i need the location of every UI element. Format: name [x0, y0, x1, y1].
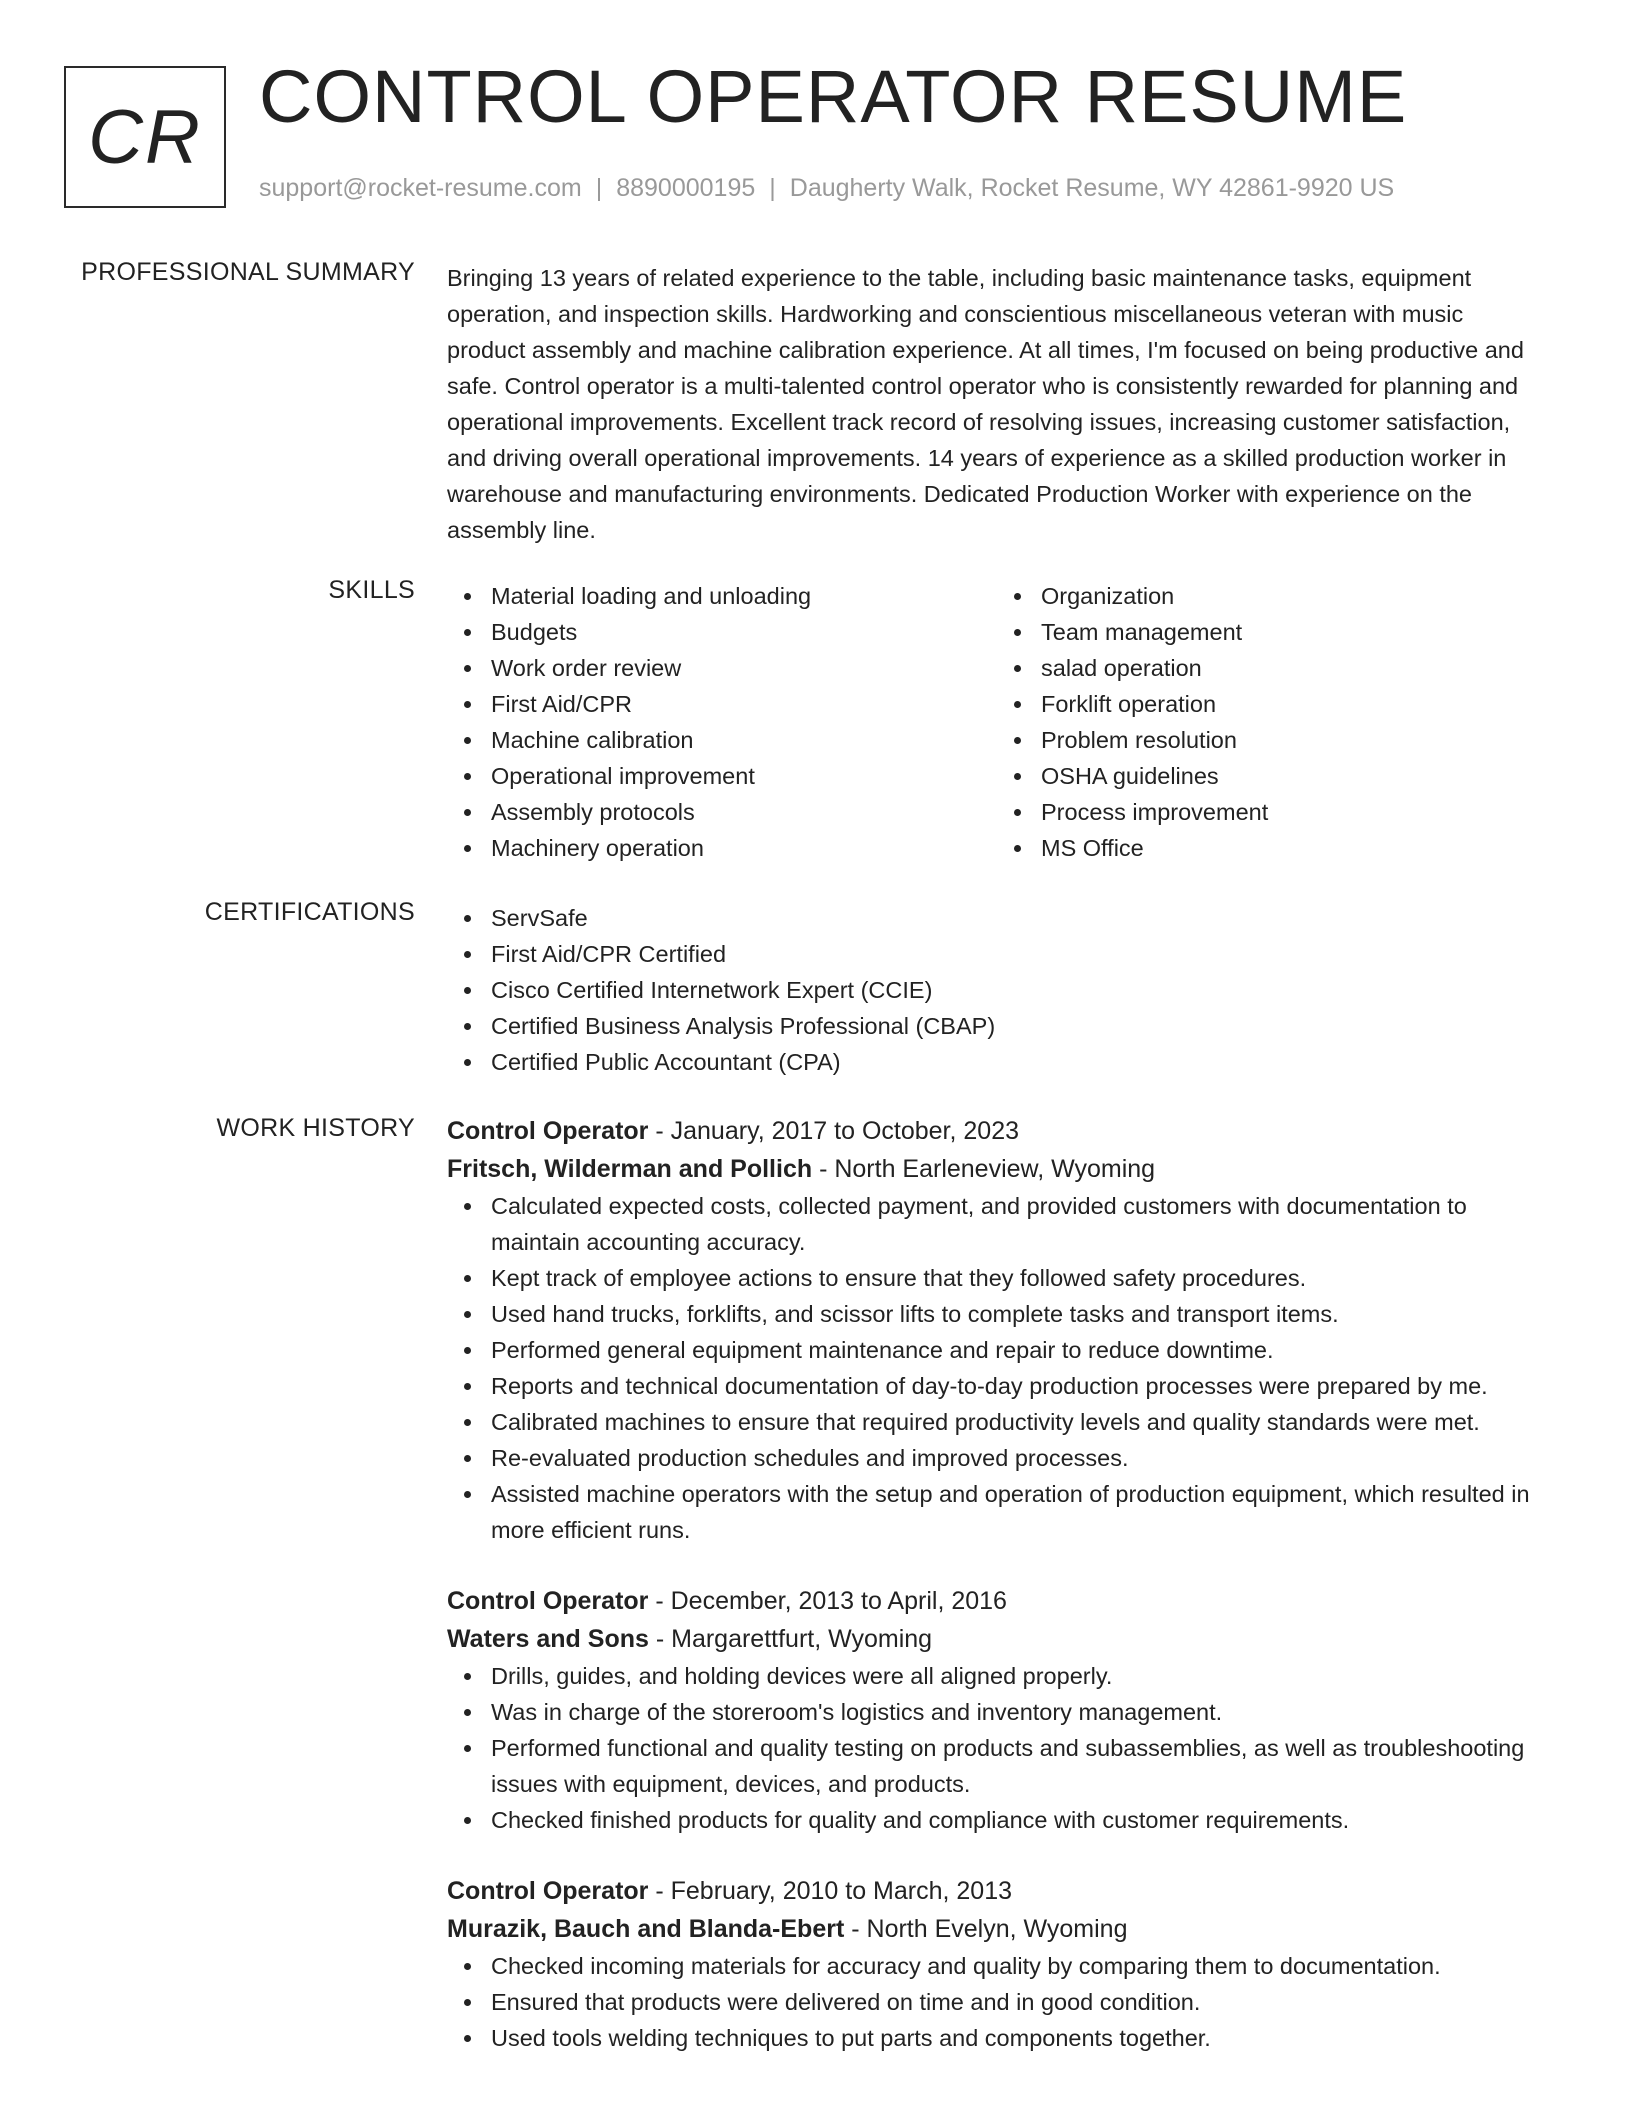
job-dates: - January, 2017 to October, 2023	[648, 1117, 1020, 1145]
job-duty-item: Kept track of employee actions to ensure that they followed safety procedures.	[447, 1260, 1547, 1296]
certifications-heading: CERTIFICATIONS	[204, 898, 415, 926]
job-company-line	[447, 1150, 1547, 1188]
certification-item: First Aid/CPR Certified	[447, 936, 1547, 972]
job-company: Fritsch, Wilderman and Pollich	[447, 1155, 813, 1183]
job-duties-list	[447, 1188, 1547, 1548]
job-duties-list	[447, 1658, 1547, 1838]
summary-heading: PROFESSIONAL SUMMARY	[81, 258, 415, 286]
jobs-container	[447, 1112, 1547, 2056]
job-duty-item: Re-evaluated production schedules and improved processes.	[447, 1440, 1547, 1476]
job-location: - North Earleneview, Wyoming	[812, 1155, 1156, 1183]
job-dates: - December, 2013 to April, 2016	[648, 1587, 1007, 1615]
job-role: Control Operator	[447, 1587, 649, 1615]
job-duty-item: Assisted machine operators with the setup and operation of production equipment, which resulted in more efficient runs.	[447, 1476, 1547, 1548]
job-company: Waters and Sons	[447, 1625, 649, 1653]
skill-item: Process improvement	[997, 794, 1497, 830]
certifications-list	[447, 900, 1547, 1080]
job-duty-item: Reports and technical documentation of day-to-day production processes were prepared by me.	[447, 1368, 1547, 1404]
job-location: - North Evelyn, Wyoming	[844, 1915, 1128, 1943]
job-role: Control Operator	[447, 1877, 649, 1905]
certification-item: Cisco Certified Internetwork Expert (CCIE)	[447, 972, 1547, 1008]
skills-list-right	[997, 578, 1497, 866]
resume-title: CONTROL OPERATOR RESUME	[259, 55, 1408, 138]
job-duty-item: Performed general equipment maintenance and repair to reduce downtime.	[447, 1332, 1547, 1368]
skill-item: Organization	[997, 578, 1497, 614]
job-dates: - February, 2010 to March, 2013	[648, 1877, 1013, 1905]
job-duty-item: Used hand trucks, forklifts, and scissor lifts to complete tasks and transport items.	[447, 1296, 1547, 1332]
job-entry	[447, 1112, 1547, 1548]
skill-item: Machinery operation	[447, 830, 947, 866]
skill-item: salad operation	[997, 650, 1497, 686]
job-duty-item: Calculated expected costs, collected payment, and provided customers with documentation to maintain accounting accuracy.	[447, 1188, 1547, 1260]
skill-item: Machine calibration	[447, 722, 947, 758]
job-title-line	[447, 1582, 1547, 1620]
job-entry	[447, 1872, 1547, 2056]
contact-separator: |	[595, 174, 603, 202]
skill-item: Work order review	[447, 650, 947, 686]
contact-separator: |	[769, 174, 776, 202]
skill-item: Forklift operation	[997, 686, 1497, 722]
skill-item: OSHA guidelines	[997, 758, 1497, 794]
job-title-line	[447, 1872, 1547, 1910]
work-history-heading: WORK HISTORY	[216, 1114, 415, 1142]
skill-item: Budgets	[447, 614, 947, 650]
job-duty-item: Drills, guides, and holding devices were all aligned properly.	[447, 1658, 1547, 1694]
summary-text: Bringing 13 years of related experience to the table, including basic maintenance tasks, equipment operation, and inspection skills. Hardworking and conscientious miscellaneous veteran with music product assembly and machine calibration experience. At all times, I'm focused on being productive and safe. Control operator is a multi-talented control operator who is consistently rewarded for planning and operational improvements. Excellent track record of resolving issues, increasing customer satisfaction, and driving overall operational improvements. 14 years of experience as a skilled production worker in warehouse and manufacturing environments. Dedicated Production Worker with experience on the assembly line.	[447, 265, 1524, 543]
job-duty-item: Calibrated machines to ensure that required productivity levels and quality standards were met.	[447, 1404, 1547, 1440]
job-duty-item: Used tools welding techniques to put parts and components together.	[447, 2020, 1547, 2056]
skill-item: Material loading and unloading	[447, 578, 947, 614]
job-location: - Margarettfurt, Wyoming	[648, 1625, 933, 1653]
job-company-line	[447, 1910, 1547, 1948]
skill-item: Problem resolution	[997, 722, 1497, 758]
job-role: Control Operator	[447, 1117, 649, 1145]
contact-phone[interactable]: 8890000195	[616, 174, 756, 202]
monogram-initials: CR	[88, 94, 202, 180]
contact-line	[259, 174, 1394, 203]
certification-item: Certified Business Analysis Professional (CBAP)	[447, 1008, 1547, 1044]
skill-item: Assembly protocols	[447, 794, 947, 830]
job-company-line	[447, 1620, 1547, 1658]
job-duty-item: Was in charge of the storeroom's logistics and inventory management.	[447, 1694, 1547, 1730]
certification-item: ServSafe	[447, 900, 1547, 936]
job-company: Murazik, Bauch and Blanda-Ebert	[447, 1915, 845, 1943]
job-duty-item: Performed functional and quality testing on products and subassemblies, as well as troubleshooting issues with equipment, devices, and products.	[447, 1730, 1547, 1802]
skill-item: Team management	[997, 614, 1497, 650]
skills-heading: SKILLS	[328, 576, 415, 604]
job-duty-item: Checked incoming materials for accuracy and quality by comparing them to documentation.	[447, 1948, 1547, 1984]
job-title-line	[447, 1112, 1547, 1150]
skills-list-left	[447, 578, 947, 866]
job-duties-list	[447, 1948, 1547, 2056]
job-duty-item: Ensured that products were delivered on time and in good condition.	[447, 1984, 1547, 2020]
contact-address: Daugherty Walk, Rocket Resume, WY 42861-9920 US	[789, 174, 1395, 202]
job-duty-item: Checked finished products for quality and compliance with customer requirements.	[447, 1802, 1547, 1838]
skill-item: First Aid/CPR	[447, 686, 947, 722]
contact-email[interactable]: support@rocket-resume.com	[259, 174, 582, 202]
monogram-logo	[64, 66, 226, 208]
job-entry	[447, 1582, 1547, 1838]
skill-item: Operational improvement	[447, 758, 947, 794]
skill-item: MS Office	[997, 830, 1497, 866]
certification-item: Certified Public Accountant (CPA)	[447, 1044, 1547, 1080]
